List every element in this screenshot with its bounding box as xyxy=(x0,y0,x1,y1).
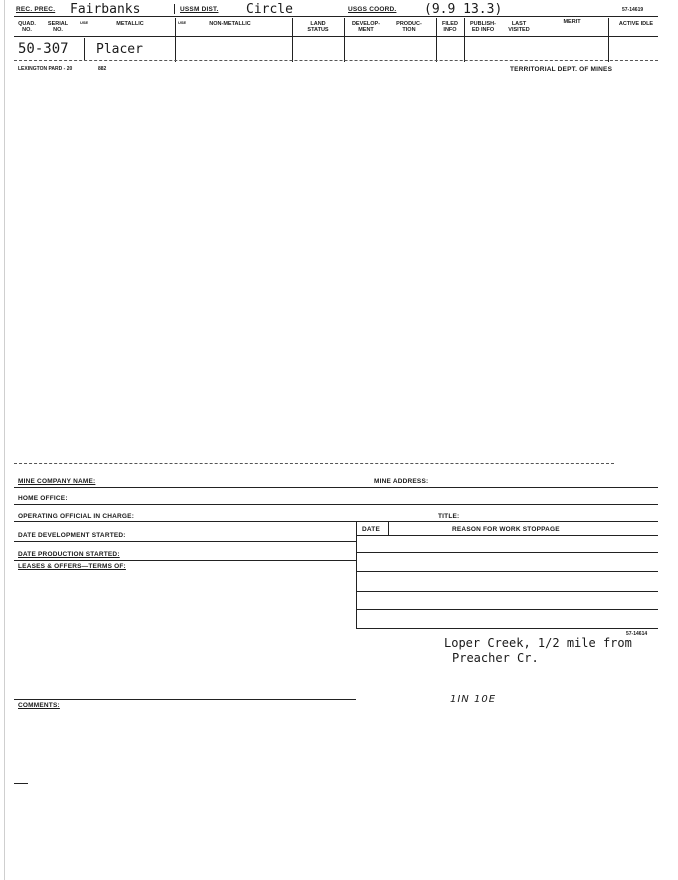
footer-code: 882 xyxy=(98,66,107,72)
col-metallic: METALLIC xyxy=(116,21,144,27)
footer-department: TERRITORIAL DEPT. OF MINES xyxy=(510,66,613,73)
stoppage-rule xyxy=(356,628,658,629)
stoppage-reason-header: REASON FOR WORK STOPPAGE xyxy=(452,526,560,533)
form-rule xyxy=(14,541,356,542)
col-land-status: LAND STATUS xyxy=(307,21,329,33)
metallic-value: Placer xyxy=(96,42,143,57)
col-filed-info: FILED INFO xyxy=(442,21,458,33)
col-divider xyxy=(84,38,85,60)
title-label: TITLE: xyxy=(438,513,460,520)
col-merit: MERIT xyxy=(563,19,581,25)
stoppage-rule xyxy=(356,552,658,553)
stoppage-form-number: 57-14614 xyxy=(626,631,648,637)
date-development-label: DATE DEVELOPMENT STARTED: xyxy=(18,532,126,539)
form-rule xyxy=(14,560,356,561)
col-active-idle: ACTIVE IDLE xyxy=(618,21,654,27)
handwritten-note: 1IN 10E xyxy=(450,694,497,705)
col-divider xyxy=(464,18,465,62)
header-divider xyxy=(174,4,175,14)
col-serial-no: SERIAL NO. xyxy=(47,21,69,33)
col-divider xyxy=(608,18,609,62)
margin-mark xyxy=(14,783,28,784)
col-use-right: USE xyxy=(178,20,187,25)
location-note-line2: Preacher Cr. xyxy=(452,651,539,665)
location-note-line1: Loper Creek, 1/2 mile from xyxy=(444,636,632,650)
footer-source: LEXINGTON PARD - 20 xyxy=(18,66,73,72)
usgs-coord-value: (9.9 13.3) xyxy=(424,2,503,17)
col-production: PRODUC- TION xyxy=(396,21,422,33)
usgs-coord-label: USGS COORD. xyxy=(348,6,397,13)
header-rule xyxy=(14,16,658,17)
col-use-left: USE xyxy=(80,20,89,25)
home-office-label: HOME OFFICE: xyxy=(18,495,68,502)
row-rule xyxy=(14,60,658,61)
col-published-info: PUBLISH- ED INFO xyxy=(470,21,496,33)
form-rule xyxy=(14,487,658,488)
rec-prec-label: REC. PREC. xyxy=(16,6,56,13)
form-rule xyxy=(14,504,658,505)
quad-serial-value: 50-307 xyxy=(18,41,69,57)
operating-official-label: OPERATING OFFICIAL IN CHARGE: xyxy=(18,513,135,520)
col-divider xyxy=(436,18,437,62)
stoppage-rule xyxy=(356,591,658,592)
col-divider xyxy=(344,18,345,62)
ussm-dist-value: Circle xyxy=(246,2,293,17)
form-number: 57-14619 xyxy=(622,7,644,13)
col-divider xyxy=(292,18,293,62)
section-separator xyxy=(14,463,614,464)
stoppage-table-border xyxy=(356,521,357,629)
column-header-rule xyxy=(14,36,658,37)
stoppage-date-header: DATE xyxy=(362,526,381,533)
stoppage-date-divider xyxy=(388,521,389,535)
mine-company-name-label: MINE COMPANY NAME: xyxy=(18,478,96,485)
stoppage-rule xyxy=(356,571,658,572)
col-divider xyxy=(175,18,176,62)
date-production-label: DATE PRODUCTION STARTED: xyxy=(18,551,120,558)
comments-rule xyxy=(14,699,356,700)
col-non-metallic: NON-METALLIC xyxy=(209,21,251,27)
mine-address-label: MINE ADDRESS: xyxy=(374,478,429,485)
stoppage-rule xyxy=(356,609,658,610)
ussm-dist-label: USSM DIST. xyxy=(180,6,219,13)
stoppage-rule xyxy=(356,535,658,536)
col-development: DEVELOP- MENT xyxy=(351,21,381,33)
rec-prec-value: Fairbanks xyxy=(70,2,141,17)
col-last-visited: LAST VISITED xyxy=(508,21,530,33)
col-quad-no: QUAD. NO. xyxy=(18,21,36,33)
page-edge xyxy=(4,0,5,880)
leases-offers-label: LEASES & OFFERS—TERMS OF: xyxy=(18,563,126,570)
form-rule xyxy=(14,521,658,522)
comments-label: COMMENTS: xyxy=(18,702,60,709)
